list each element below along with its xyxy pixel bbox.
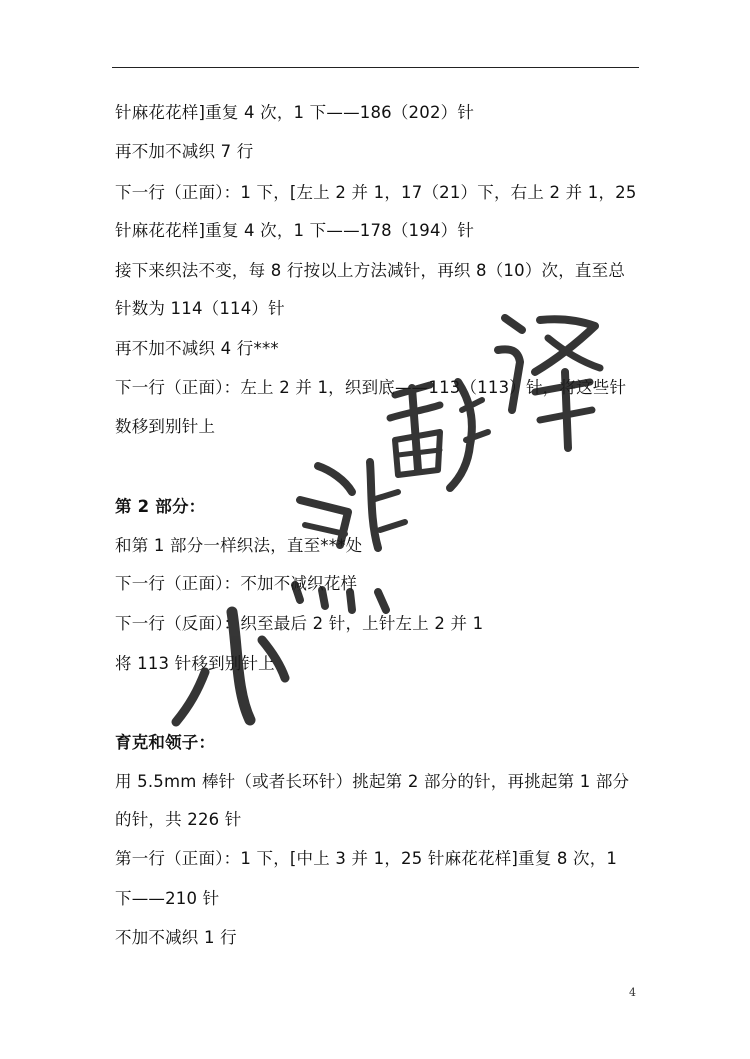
text-line: 不加不减织 1 行 [115,928,237,947]
text-line: 下一行（正面）：不加不减织花样 [115,574,358,593]
text-line: 针麻花花样]重复 4 次，1 下——178（194）针 [115,221,475,240]
text-line: 下一行（反面）：织至最后 2 针，上针左上 2 并 1 [115,614,484,633]
section-heading: 育克和领子： [115,733,216,752]
text-line: 和第 1 部分一样织法，直至***处 [115,536,363,555]
text-line: 接下来织法不变，每 8 行按以上方法减针，再织 8（10）次，直至总 [115,261,626,280]
text-line: 用 5.5mm 棒针（或者长环针）挑起第 2 部分的针，再挑起第 1 部分 [115,772,630,791]
text-line: 第一行（正面）：1 下，[中上 3 并 1，25 针麻花花样]重复 8 次，1 [115,849,618,868]
text-line: 下一行（正面）：1 下，[左上 2 并 1，17（21）下，右上 2 并 1，25 [115,183,637,202]
text-line: 下——210 针 [115,889,220,908]
page-number: 4 [629,986,636,999]
text-line: 将 113 针移到别针上 [115,654,275,673]
section-heading: 第 2 部分： [115,497,206,516]
text-line: 再不加不减织 7 行 [115,142,254,161]
header-rule [112,67,639,68]
text-line: 的针，共 226 针 [115,810,242,829]
text-line: 针麻花花样]重复 4 次，1 下——186（202）针 [115,103,475,122]
text-line: 针数为 114（114）针 [115,299,285,318]
text-line: 再不加不减织 4 行*** [115,339,279,358]
text-line: 数移到别针上 [115,417,216,436]
text-line: 下一行（正面）：左上 2 并 1，织到底——113（113）针，将这些针 [115,378,627,397]
